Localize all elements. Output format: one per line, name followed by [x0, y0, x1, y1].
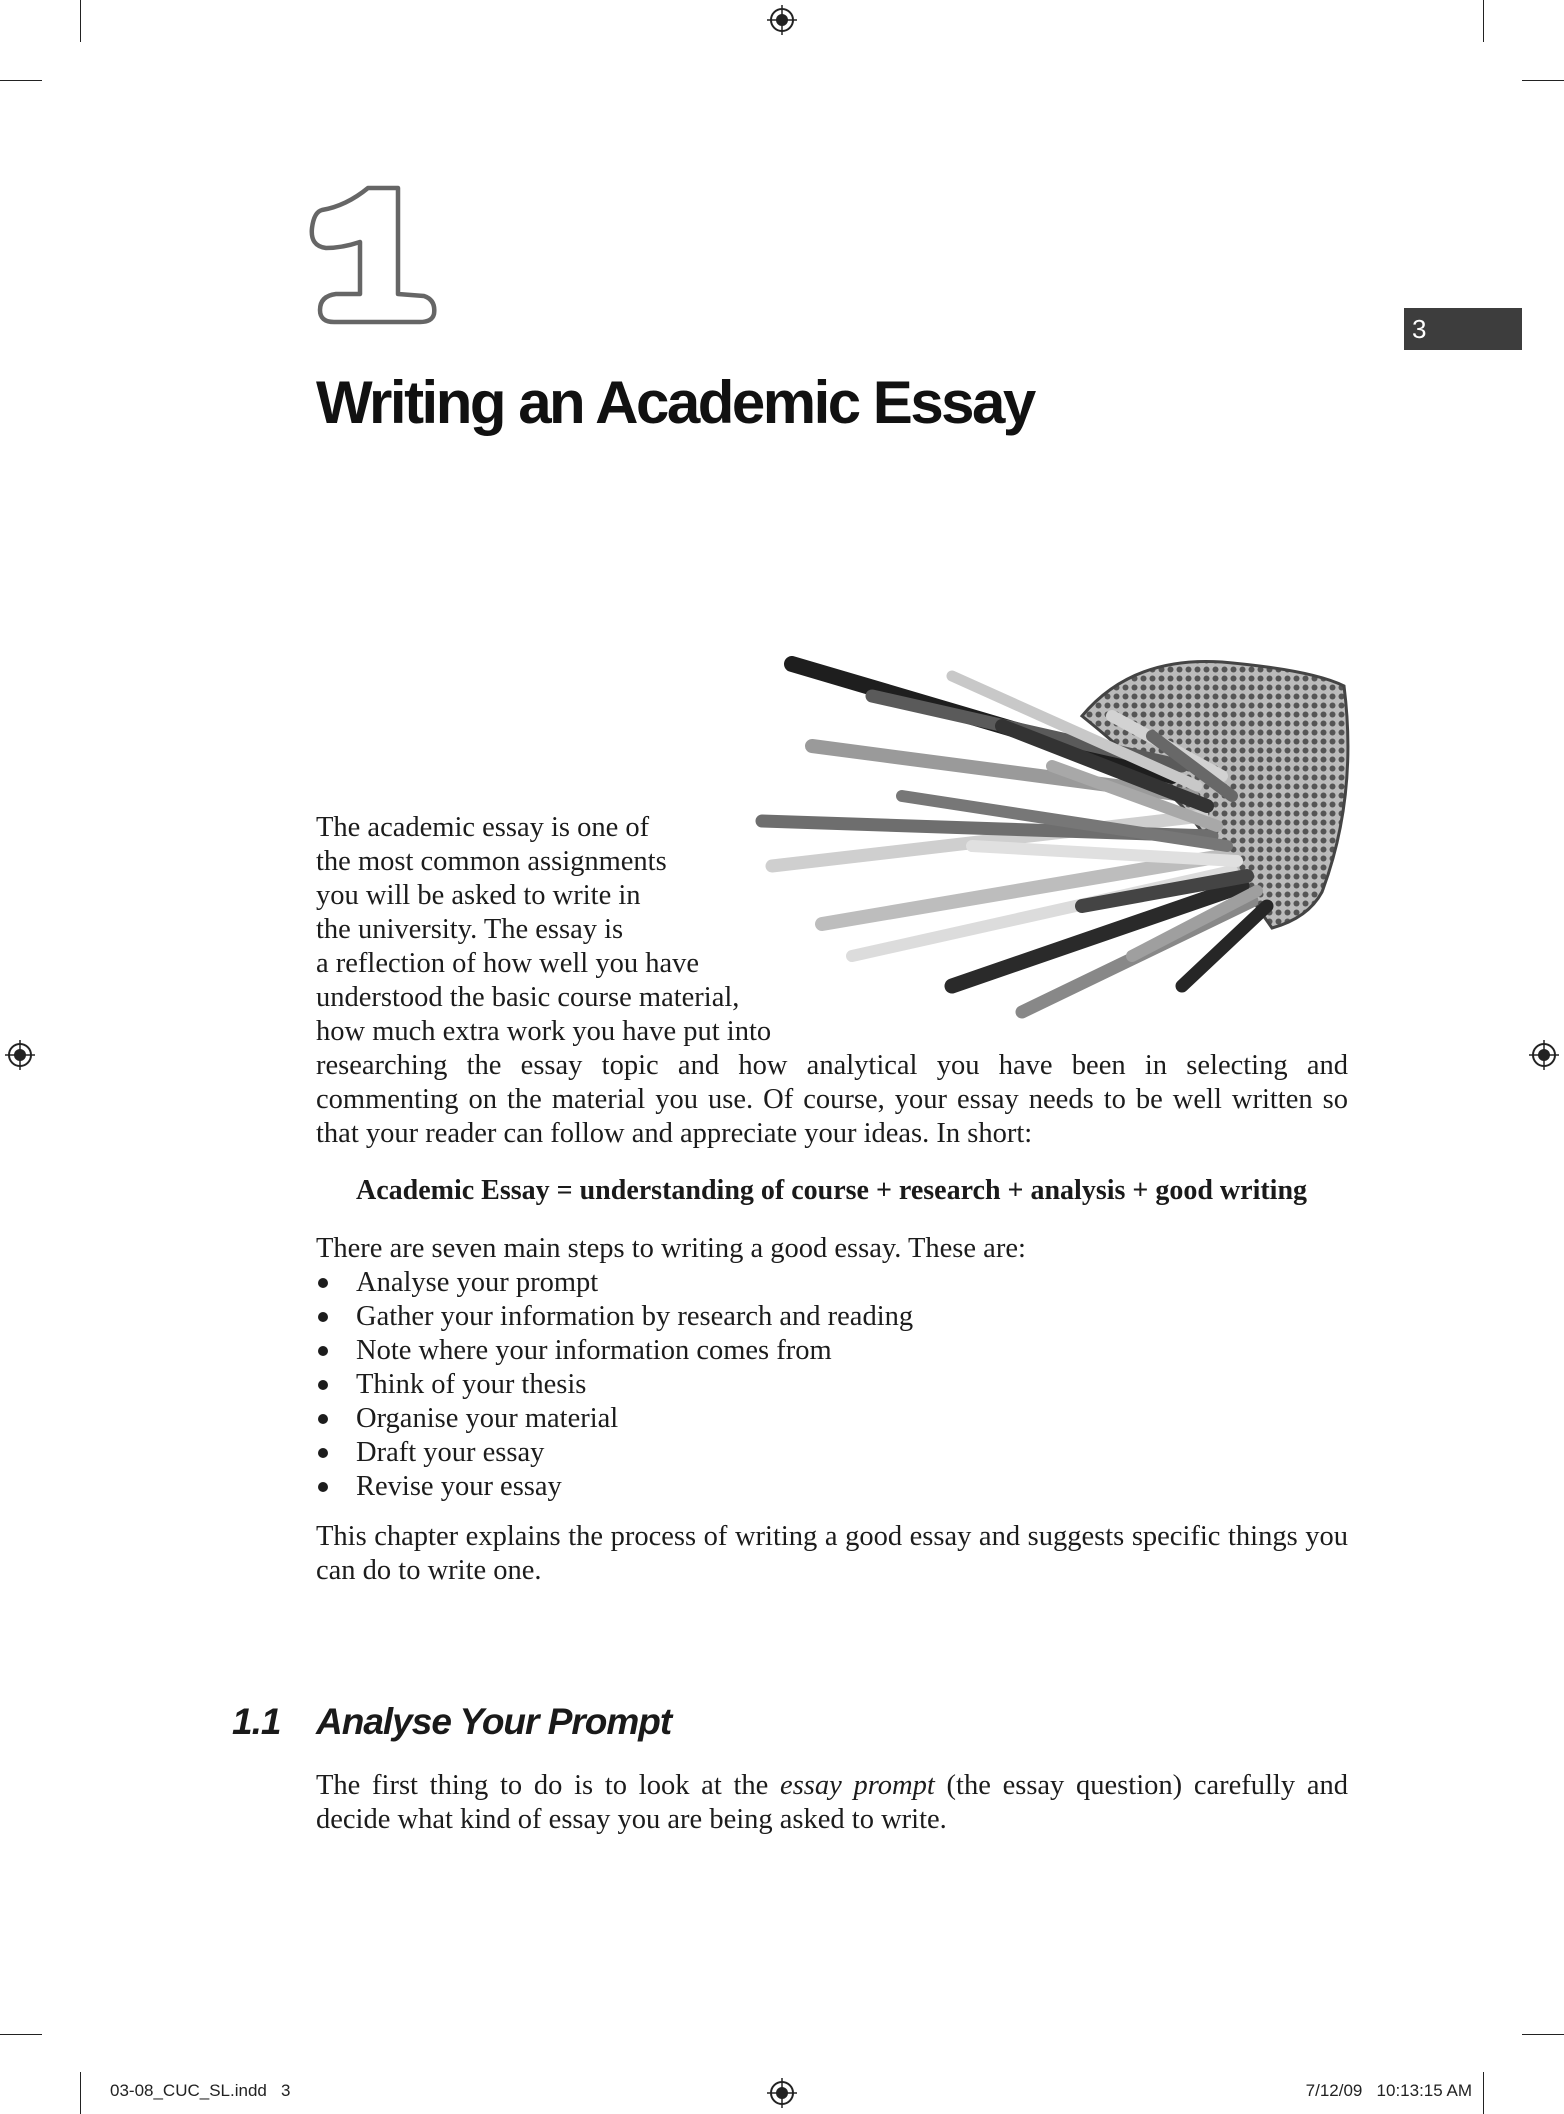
- intro-line: the university. The essay is: [316, 914, 624, 945]
- crop-mark-top-right-vertical: [1483, 0, 1484, 42]
- section-title: Analyse Your Prompt: [316, 1701, 672, 1742]
- step-label: Note where your information comes from: [356, 1335, 832, 1366]
- registration-mark-icon: [5, 1040, 35, 1070]
- section-para-before: The first thing to do is to look at the: [316, 1770, 781, 1801]
- crop-mark-top-left-horizontal: [0, 80, 42, 81]
- section-para-italic: essay prompt: [780, 1770, 935, 1801]
- crop-mark-bottom-left-horizontal: [0, 2034, 42, 2035]
- page-number-tab: 3: [1404, 308, 1522, 350]
- print-timestamp: 7/12/09 10:13:15 AM: [1305, 2081, 1472, 2100]
- intro-line: how much extra work you have put into: [316, 1016, 772, 1047]
- list-item: [316, 1436, 913, 1470]
- crop-mark-top-left-vertical: [80, 0, 81, 42]
- section-para-after: (the essay question) carefully and decide what kind of essay you are being asked to write.: [316, 1770, 1348, 1835]
- section-number: 1.1: [232, 1701, 281, 1742]
- registration-mark-icon: [767, 5, 797, 35]
- list-item: [316, 1266, 913, 1300]
- intro-line: The academic essay is one of: [316, 812, 650, 843]
- list-item: [316, 1470, 913, 1504]
- step-label: Gather your information by research and reading: [356, 1301, 914, 1332]
- crop-mark-bottom-left-vertical: [80, 2072, 81, 2114]
- bullet-icon: [318, 1380, 328, 1390]
- list-item: [316, 1300, 913, 1334]
- crop-mark-bottom-right-vertical: [1483, 2072, 1484, 2114]
- registration-mark-icon: [767, 2078, 797, 2108]
- intro-continuation: researching the essay topic and how analytical you have been in selecting and commenting on the material you use. Of course, your essay needs to be well written so that your reader can follow and appreciate your ideas. In short:: [316, 1050, 1348, 1149]
- registration-mark-icon: [1529, 1040, 1559, 1070]
- section-heading: [232, 1698, 1232, 1746]
- chapter-outro: This chapter explains the process of writing a good essay and suggests specific things you can do to write one.: [316, 1521, 1348, 1586]
- chapter-title: Writing an Academic Essay: [316, 369, 1034, 436]
- step-label: Draft your essay: [356, 1437, 545, 1468]
- file-slug: 03-08_CUC_SL.indd 3: [110, 2081, 291, 2100]
- bullet-icon: [318, 1448, 328, 1458]
- step-label: Revise your essay: [356, 1471, 562, 1502]
- bullet-icon: [318, 1278, 328, 1288]
- bullet-icon: [318, 1346, 328, 1356]
- intro-line: understood the basic course material,: [316, 982, 740, 1013]
- essay-formula: Academic Essay = understanding of course + research + analysis + good writing: [356, 1175, 1308, 1206]
- crop-mark-top-right-horizontal: [1522, 80, 1564, 81]
- step-label: Organise your material: [356, 1403, 619, 1434]
- bullet-icon: [318, 1312, 328, 1322]
- intro-wrapped-lines: [316, 811, 916, 1049]
- chapter-number-outline: [306, 182, 446, 332]
- list-item: [316, 1368, 913, 1402]
- step-label: Think of your thesis: [356, 1369, 587, 1400]
- intro-line: a reflection of how well you have: [316, 948, 700, 979]
- section-paragraph: [316, 1769, 1348, 1837]
- steps-intro: There are seven main steps to writing a good essay. These are:: [316, 1233, 1026, 1264]
- bullet-icon: [318, 1482, 328, 1492]
- intro-line: the most common assignments: [316, 846, 667, 877]
- crop-mark-bottom-right-horizontal: [1522, 2034, 1564, 2035]
- steps-list: [316, 1266, 913, 1504]
- bullet-icon: [318, 1414, 328, 1424]
- list-item: [316, 1402, 913, 1436]
- list-item: [316, 1334, 913, 1368]
- step-label: Analyse your prompt: [356, 1267, 599, 1298]
- intro-line: you will be asked to write in: [316, 880, 641, 911]
